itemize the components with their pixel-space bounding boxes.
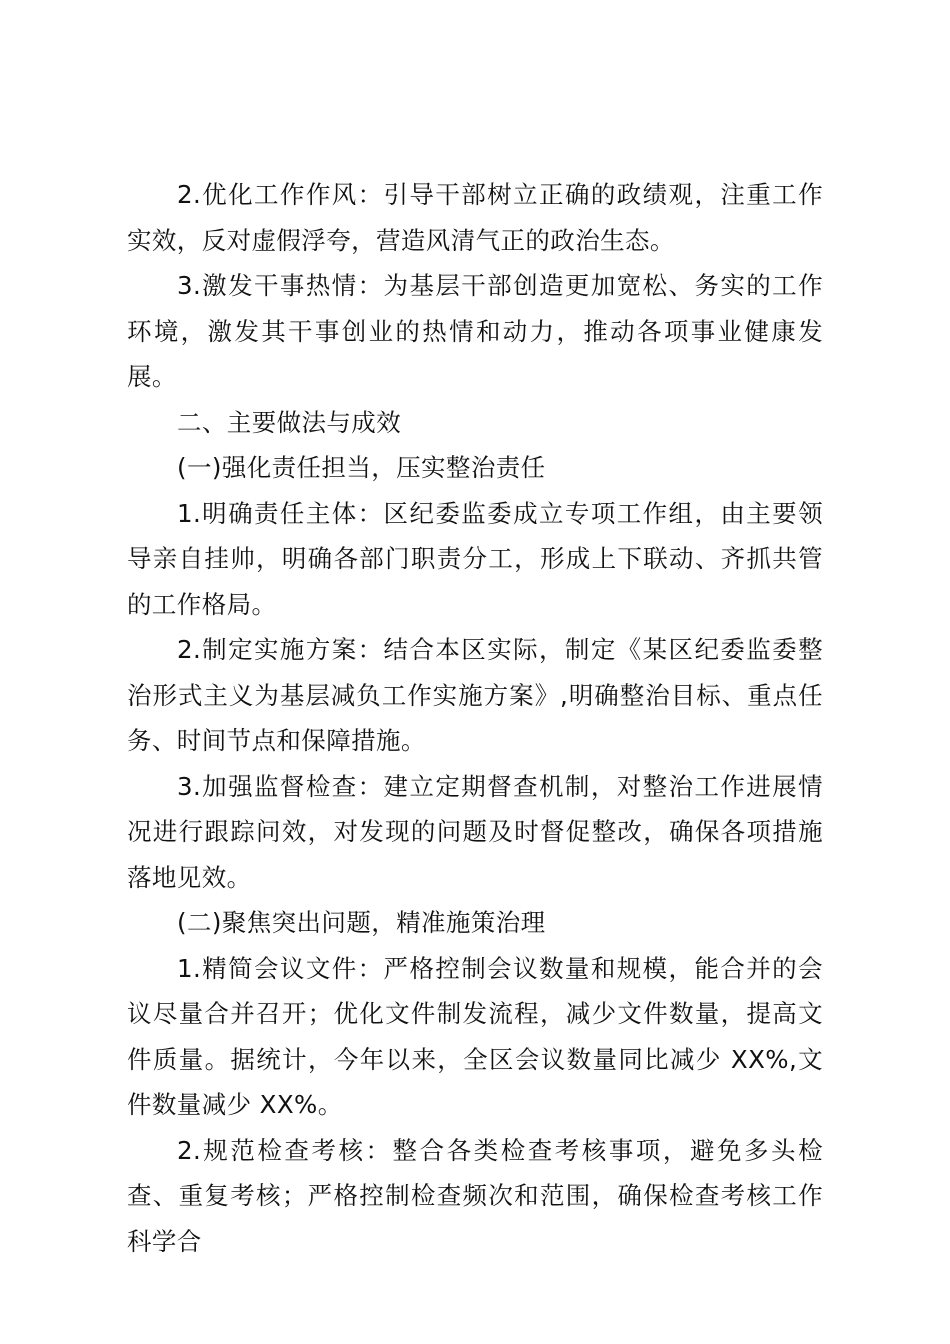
paragraph-implementation-plan: 2.制定实施方案：结合本区实际，制定《某区纪委监委整治形式主义为基层减负工作实施方案》,明确整治目标、重点任务、时间节点和保障措施。 <box>127 635 823 755</box>
paragraph-work-enthusiasm: 3.激发干事热情：为基层干部创造更加宽松、务实的工作环境，激发其干事创业的热情和动力，推动各项事业健康发展。 <box>127 271 823 391</box>
subsection-heading-key-problems: (二)聚焦突出问题，精准施策治理 <box>177 908 546 937</box>
document-body <box>127 172 823 1264</box>
paragraph-supervision-inspection: 3.加强监督检查：建立定期督查机制，对整治工作进展情况进行跟踪问效，对发现的问题及时督促整改，确保各项措施落地见效。 <box>127 771 823 892</box>
subsection-heading-responsibility: (一)强化责任担当，压实整治责任 <box>177 453 546 482</box>
section-heading-main-practices: 二、主要做法与成效 <box>177 407 402 437</box>
paragraph-standardize-inspection: 2.规范检查考核：整合各类检查考核事项，避免多头检查、重复考核；严格控制检查频次和范围，确保检查考核工作科学合 <box>127 1135 823 1256</box>
paragraph-streamline-meetings: 1.精简会议文件：严格控制会议数量和规模，能合并的会议尽量合并召开；优化文件制发流程，减少文件数量，提高文件质量。据统计，今年以来，全区会议数量同比减少 XX%,文件数量减少 XX%。 <box>127 953 823 1119</box>
paragraph-responsibility-subject: 1.明确责任主体：区纪委监委成立专项工作组，由主要领导亲自挂帅，明确各部门职责分工，形成上下联动、齐抓共管的工作格局。 <box>127 498 823 619</box>
paragraph-work-style: 2.优化工作作风：引导干部树立正确的政绩观，注重工作实效，反对虚假浮夸，营造风清气正的政治生态。 <box>127 180 823 255</box>
